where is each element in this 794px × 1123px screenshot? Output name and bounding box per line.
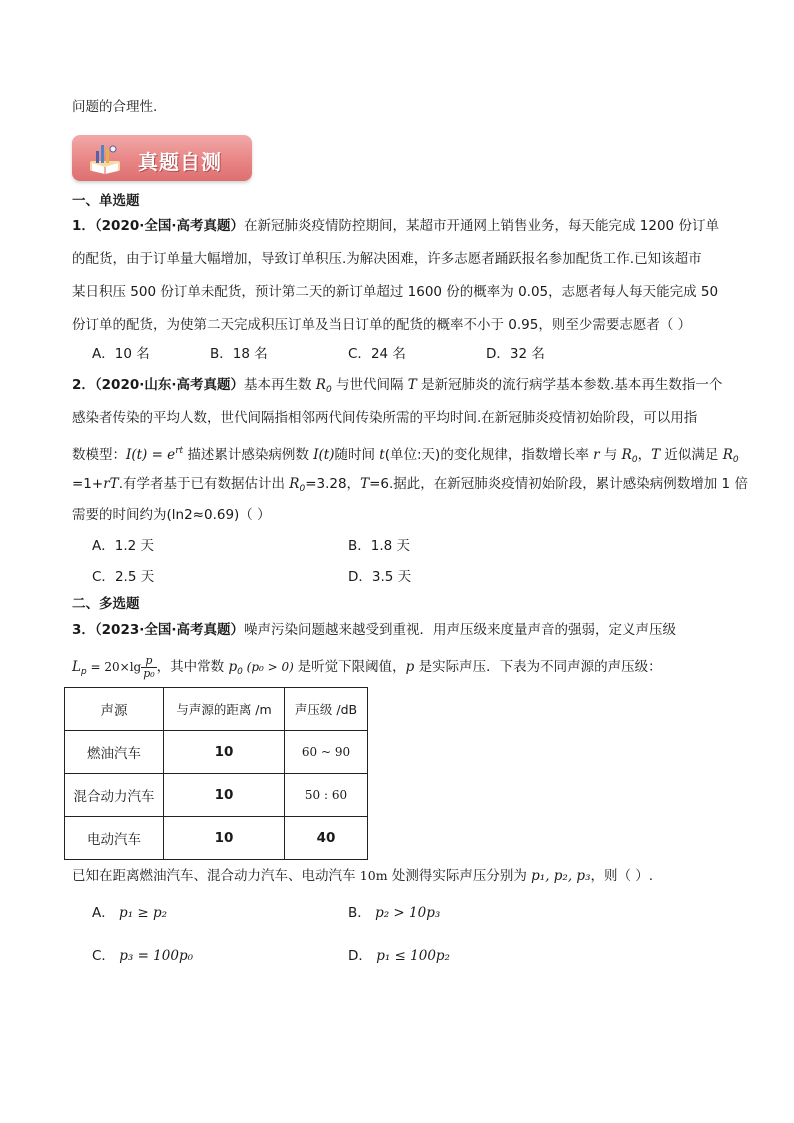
question-3-line-3: 已知在距离燃油汽车、混合动力汽车、电动汽车 10m 处测得实际声压分别为 p₁, p₂, p₃，则（ ）. xyxy=(72,868,654,884)
question-3-option-b[interactable]: B． p₂ > 10p₃ xyxy=(348,905,441,921)
question-2-option-d[interactable]: D．3.5 天 xyxy=(348,569,412,585)
question-2-line-5: 需要的时间约为(ln2≈0.69)（ ） xyxy=(72,507,271,523)
question-2-line-3: 数模型：$I(t) = e^{rt}$ 描述累计感染病例数 I(t)随时间 t(单位:天)的变化规律，指数增长率 r 与 $R_0$，T 近似满足 $R_0$ xyxy=(72,446,739,465)
question-1-number: 1． xyxy=(72,218,95,234)
question-2-line-4: =1+rT.有学者基于已有数据估计出 $R_0=3.28$，T=6.据此，在新冠肺炎疫情初始阶段，累计感染病例数增加 1 倍 xyxy=(72,476,748,494)
table-header-cell: 声压级 /dB xyxy=(285,688,368,731)
sound-pressure-table xyxy=(64,687,368,860)
question-1-option-d[interactable]: D．32 名 xyxy=(486,346,545,362)
question-2-source: （2020·山东·高考真题） xyxy=(94,377,244,393)
table-header-row xyxy=(65,688,368,731)
banner-title: 真题自测 xyxy=(138,150,222,174)
table-cell: 50 : 60 xyxy=(285,774,368,817)
formula-fraction: $\frac{p}{\text{p₀}}$ xyxy=(143,653,155,680)
question-3-number: 3． xyxy=(72,622,95,638)
question-1-option-b[interactable]: B．18 名 xyxy=(210,346,268,362)
question-2-line-2: 感染者传染的平均人数，世代间隔指相邻两代间传染所需的平均时间.在新冠肺炎疫情初始阶段，可以用指 xyxy=(72,410,698,426)
question-1-line-4: 份订单的配货，为使第二天完成积压订单及当日订单的配货的概率不小于 0.95，则至少需要志愿者（ ） xyxy=(72,317,692,333)
question-2-option-b[interactable]: B．1.8 天 xyxy=(348,538,411,554)
table-cell: 混合动力汽车 xyxy=(65,774,164,817)
table-cell: 电动汽车 xyxy=(65,817,164,860)
table-cell: 10 xyxy=(164,731,285,774)
question-2-number: 2． xyxy=(72,377,95,393)
table-cell: 10 xyxy=(164,817,285,860)
table-cell: 燃油汽车 xyxy=(65,731,164,774)
question-1-option-c[interactable]: C．24 名 xyxy=(348,346,406,362)
question-3-source: （2023·全国·高考真题） xyxy=(94,622,244,638)
table-row xyxy=(65,774,368,817)
intro-fragment: 问题的合理性. xyxy=(72,99,158,115)
table-row xyxy=(65,817,368,860)
section-title-single-choice: 一、单选题 xyxy=(72,193,140,209)
book-chart-icon xyxy=(88,141,122,175)
section-banner xyxy=(72,135,252,181)
question-2-option-c[interactable]: C．2.5 天 xyxy=(92,569,155,585)
question-1-source: （2020·全国·高考真题） xyxy=(94,218,244,234)
table-cell: 10 xyxy=(164,774,285,817)
question-1-line-1 xyxy=(72,216,719,236)
question-1-option-a[interactable]: A．10 名 xyxy=(92,346,150,362)
question-2-line-1: 2．（2020·山东·高考真题）基本再生数 $R_0$ 与世代间隔 T 是新冠肺炎的流行病学基本参数.基本再生数指一个 xyxy=(72,377,723,395)
section-title-multiple-choice: 二、多选题 xyxy=(72,596,140,612)
question-3-line-1: 3．（2023·全国·高考真题）噪声污染问题越来越受到重视．用声压级来度量声音的强弱，定义声压级 xyxy=(72,622,676,638)
question-1-line-3: 某日积压 500 份订单未配货，预计第二天的新订单超过 1600 份的概率为 0.05，志愿者每人每天能完成 50 xyxy=(72,284,719,300)
table-cell: 60 ~ 90 xyxy=(285,731,368,774)
question-1-line-2: 的配货，由于订单量大幅增加，导致订单积压.为解决困难，许多志愿者踊跃报名参加配货工作.已知该超市 xyxy=(72,251,702,267)
table-cell: 40 xyxy=(285,817,368,860)
question-3-line-2: $L_p = 20\times\lg$ $\frac{p}{\text{p₀}}$ ，其中常数 $p_0$ (p₀ > 0) 是听觉下限阈值，p 是实际声压．下表为不同声源的声压级： xyxy=(72,653,662,680)
question-1-text-1: 在新冠肺炎疫情防控期间，某超市开通网上销售业务，每天能完成 1200 份订单 xyxy=(244,218,719,234)
table-header-cell: 声源 xyxy=(65,688,164,731)
table-header-cell: 与声源的距离 /m xyxy=(164,688,285,731)
question-3-option-c[interactable]: C． p₃ = 100p₀ xyxy=(92,948,194,964)
table-row xyxy=(65,731,368,774)
question-3-option-a[interactable]: A． p₁ ≥ p₂ xyxy=(92,905,168,921)
formula-L: L xyxy=(72,659,81,675)
question-2-option-a[interactable]: A．1.2 天 xyxy=(92,538,155,554)
question-3-option-d[interactable]: D． p₁ ≤ 100p₂ xyxy=(348,948,450,964)
